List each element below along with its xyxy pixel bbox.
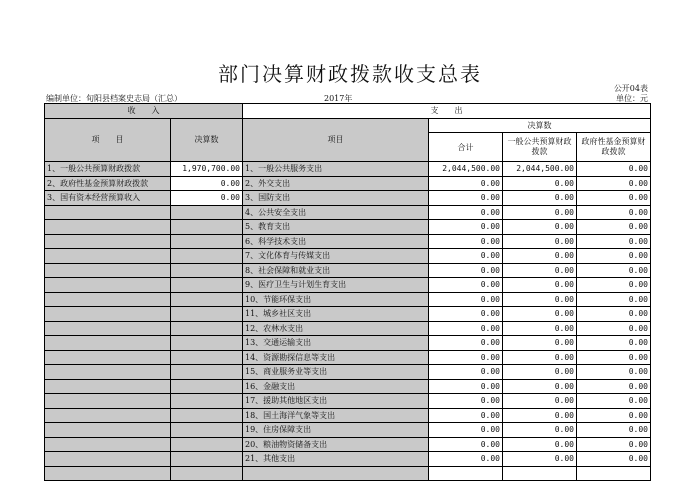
expense-total: 0.00 <box>429 408 503 423</box>
org-label: 编制单位：旬阳县档案史志局（汇总） <box>46 94 182 103</box>
income-amount <box>171 423 243 438</box>
year-label: 2017年 <box>324 94 353 103</box>
income-amount <box>171 249 243 264</box>
expense-total: 0.00 <box>429 437 503 452</box>
expense-gov-fund <box>577 466 651 481</box>
table-row <box>45 437 651 452</box>
income-amount <box>171 394 243 409</box>
expense-item-header: 项目 <box>243 118 429 162</box>
expense-general-budget: 0.00 <box>503 249 577 264</box>
expense-general-budget: 0.00 <box>503 220 577 235</box>
table-row <box>45 176 651 191</box>
expense-item-label: 12、农林水支出 <box>243 321 429 336</box>
income-item-label <box>45 423 171 438</box>
income-amount <box>171 466 243 481</box>
income-item-label <box>45 365 171 380</box>
income-item-label <box>45 263 171 278</box>
expense-gov-fund: 0.00 <box>577 379 651 394</box>
income-amount: 0.00 <box>171 176 243 191</box>
expense-total: 0.00 <box>429 394 503 409</box>
total-header: 合计 <box>429 133 503 162</box>
expense-general-budget: 2,044,500.00 <box>503 162 577 177</box>
expense-gov-fund: 0.00 <box>577 249 651 264</box>
expense-total: 0.00 <box>429 423 503 438</box>
income-amount <box>171 336 243 351</box>
income-amount <box>171 408 243 423</box>
expense-general-budget: 0.00 <box>503 379 577 394</box>
expense-general-budget: 0.00 <box>503 292 577 307</box>
table-row <box>45 365 651 380</box>
table-row <box>45 191 651 206</box>
expense-general-budget: 0.00 <box>503 278 577 293</box>
income-section-header: 收 入 <box>45 104 243 119</box>
expense-general-budget: 0.00 <box>503 437 577 452</box>
expense-total: 0.00 <box>429 321 503 336</box>
form-code: 公开04表 <box>613 84 648 93</box>
expense-gov-fund: 0.00 <box>577 176 651 191</box>
expense-gov-fund: 0.00 <box>577 205 651 220</box>
income-item-label <box>45 205 171 220</box>
expense-general-budget: 0.00 <box>503 336 577 351</box>
expense-item-label: 5、教育支出 <box>243 220 429 235</box>
expense-gov-fund: 0.00 <box>577 423 651 438</box>
income-amount <box>171 278 243 293</box>
expense-general-budget: 0.00 <box>503 408 577 423</box>
income-amount <box>171 437 243 452</box>
expense-gov-fund: 0.00 <box>577 321 651 336</box>
income-item-label: 3、国有资本经营预算收入 <box>45 191 171 206</box>
expense-item-label: 13、交通运输支出 <box>243 336 429 351</box>
income-amount <box>171 365 243 380</box>
income-item-label: 1、一般公共预算财政拨款 <box>45 162 171 177</box>
table-row <box>45 292 651 307</box>
income-item-label <box>45 292 171 307</box>
expense-item-label: 16、金融支出 <box>243 379 429 394</box>
income-amount <box>171 307 243 322</box>
expense-gov-fund: 0.00 <box>577 365 651 380</box>
expense-item-label: 7、文化体育与传媒支出 <box>243 249 429 264</box>
expense-total: 0.00 <box>429 234 503 249</box>
expense-item-label: 19、住房保障支出 <box>243 423 429 438</box>
expense-gov-fund: 0.00 <box>577 234 651 249</box>
income-item-label <box>45 220 171 235</box>
expense-total: 0.00 <box>429 263 503 278</box>
table-row <box>45 321 651 336</box>
income-item-label <box>45 466 171 481</box>
expense-total: 2,044,500.00 <box>429 162 503 177</box>
table-row <box>45 336 651 351</box>
gov-fund-header: 政府性基金预算财政拨款 <box>577 133 651 162</box>
table-row <box>45 394 651 409</box>
table-row <box>45 466 651 481</box>
table-row <box>45 452 651 467</box>
expense-general-budget <box>503 466 577 481</box>
income-amount: 0.00 <box>171 191 243 206</box>
expense-total <box>429 466 503 481</box>
income-item-label <box>45 394 171 409</box>
table-row <box>45 220 651 235</box>
table-row <box>45 423 651 438</box>
table-row <box>45 307 651 322</box>
final-group-header: 决算数 <box>429 118 651 133</box>
expense-item-label: 1、一般公共服务支出 <box>243 162 429 177</box>
expense-item-label: 3、国防支出 <box>243 191 429 206</box>
expense-item-label: 8、社会保障和就业支出 <box>243 263 429 278</box>
expense-gov-fund: 0.00 <box>577 350 651 365</box>
expense-general-budget: 0.00 <box>503 321 577 336</box>
expense-gov-fund: 0.00 <box>577 437 651 452</box>
income-amount <box>171 321 243 336</box>
unit-label: 单位：元 <box>616 94 648 103</box>
income-amount <box>171 220 243 235</box>
expense-general-budget: 0.00 <box>503 191 577 206</box>
expense-item-label: 11、城乡社区支出 <box>243 307 429 322</box>
income-item-label <box>45 336 171 351</box>
expense-general-budget: 0.00 <box>503 176 577 191</box>
income-item-label <box>45 307 171 322</box>
expense-item-label: 9、医疗卫生与计划生育支出 <box>243 278 429 293</box>
expense-gov-fund: 0.00 <box>577 336 651 351</box>
expense-item-label <box>243 466 429 481</box>
expense-general-budget: 0.00 <box>503 307 577 322</box>
income-amount <box>171 205 243 220</box>
income-item-label <box>45 379 171 394</box>
income-item-label <box>45 350 171 365</box>
expense-gov-fund: 0.00 <box>577 307 651 322</box>
table-row <box>45 249 651 264</box>
income-amount <box>171 452 243 467</box>
income-amount <box>171 350 243 365</box>
table-row <box>45 263 651 278</box>
table-row <box>45 205 651 220</box>
expense-item-label: 2、外交支出 <box>243 176 429 191</box>
income-item-label <box>45 452 171 467</box>
income-item-label <box>45 408 171 423</box>
income-amount: 1,970,700.00 <box>171 162 243 177</box>
expense-section-header: 支 出 <box>243 104 651 119</box>
expense-total: 0.00 <box>429 379 503 394</box>
expense-item-label: 20、粮油物资储备支出 <box>243 437 429 452</box>
expense-gov-fund: 0.00 <box>577 408 651 423</box>
expense-general-budget: 0.00 <box>503 452 577 467</box>
expense-gov-fund: 0.00 <box>577 191 651 206</box>
expense-general-budget: 0.00 <box>503 365 577 380</box>
expense-gov-fund: 0.00 <box>577 452 651 467</box>
table-row <box>45 350 651 365</box>
table-row <box>45 379 651 394</box>
expense-general-budget: 0.00 <box>503 234 577 249</box>
expense-general-budget: 0.00 <box>503 263 577 278</box>
expense-total: 0.00 <box>429 220 503 235</box>
expense-total: 0.00 <box>429 365 503 380</box>
income-item-label <box>45 249 171 264</box>
expense-item-label: 10、节能环保支出 <box>243 292 429 307</box>
expense-gov-fund: 0.00 <box>577 220 651 235</box>
expense-total: 0.00 <box>429 292 503 307</box>
income-item-header: 项 目 <box>45 118 171 162</box>
table-row <box>45 162 651 177</box>
income-item-label <box>45 234 171 249</box>
expense-item-label: 21、其他支出 <box>243 452 429 467</box>
income-amount <box>171 263 243 278</box>
expense-total: 0.00 <box>429 350 503 365</box>
expense-item-label: 6、科学技术支出 <box>243 234 429 249</box>
expense-general-budget: 0.00 <box>503 350 577 365</box>
expense-total: 0.00 <box>429 249 503 264</box>
general-budget-header: 一般公共预算财政拨款 <box>503 133 577 162</box>
table-body <box>45 162 651 481</box>
income-amount-header: 决算数 <box>171 118 243 162</box>
expense-general-budget: 0.00 <box>503 423 577 438</box>
expense-item-label: 15、商业服务业等支出 <box>243 365 429 380</box>
table-row <box>45 408 651 423</box>
income-item-label <box>45 321 171 336</box>
expense-gov-fund: 0.00 <box>577 263 651 278</box>
income-item-label <box>45 278 171 293</box>
expense-item-label: 18、国土海洋气象等支出 <box>243 408 429 423</box>
income-item-label <box>45 437 171 452</box>
expense-general-budget: 0.00 <box>503 205 577 220</box>
table-row <box>45 234 651 249</box>
expense-total: 0.00 <box>429 307 503 322</box>
expense-total: 0.00 <box>429 191 503 206</box>
income-item-label: 2、政府性基金预算财政拨款 <box>45 176 171 191</box>
finance-table <box>44 103 651 481</box>
expense-item-label: 17、援助其他地区支出 <box>243 394 429 409</box>
expense-item-label: 4、公共安全支出 <box>243 205 429 220</box>
table-row <box>45 278 651 293</box>
expense-general-budget: 0.00 <box>503 394 577 409</box>
expense-total: 0.00 <box>429 278 503 293</box>
expense-total: 0.00 <box>429 452 503 467</box>
income-amount <box>171 234 243 249</box>
expense-total: 0.00 <box>429 176 503 191</box>
expense-gov-fund: 0.00 <box>577 394 651 409</box>
expense-gov-fund: 0.00 <box>577 278 651 293</box>
expense-total: 0.00 <box>429 336 503 351</box>
income-amount <box>171 292 243 307</box>
expense-gov-fund: 0.00 <box>577 292 651 307</box>
expense-gov-fund: 0.00 <box>577 162 651 177</box>
expense-item-label: 14、资源勘探信息等支出 <box>243 350 429 365</box>
report-title: 部门决算财政拨款收支总表 <box>218 62 482 86</box>
income-amount <box>171 379 243 394</box>
expense-total: 0.00 <box>429 205 503 220</box>
